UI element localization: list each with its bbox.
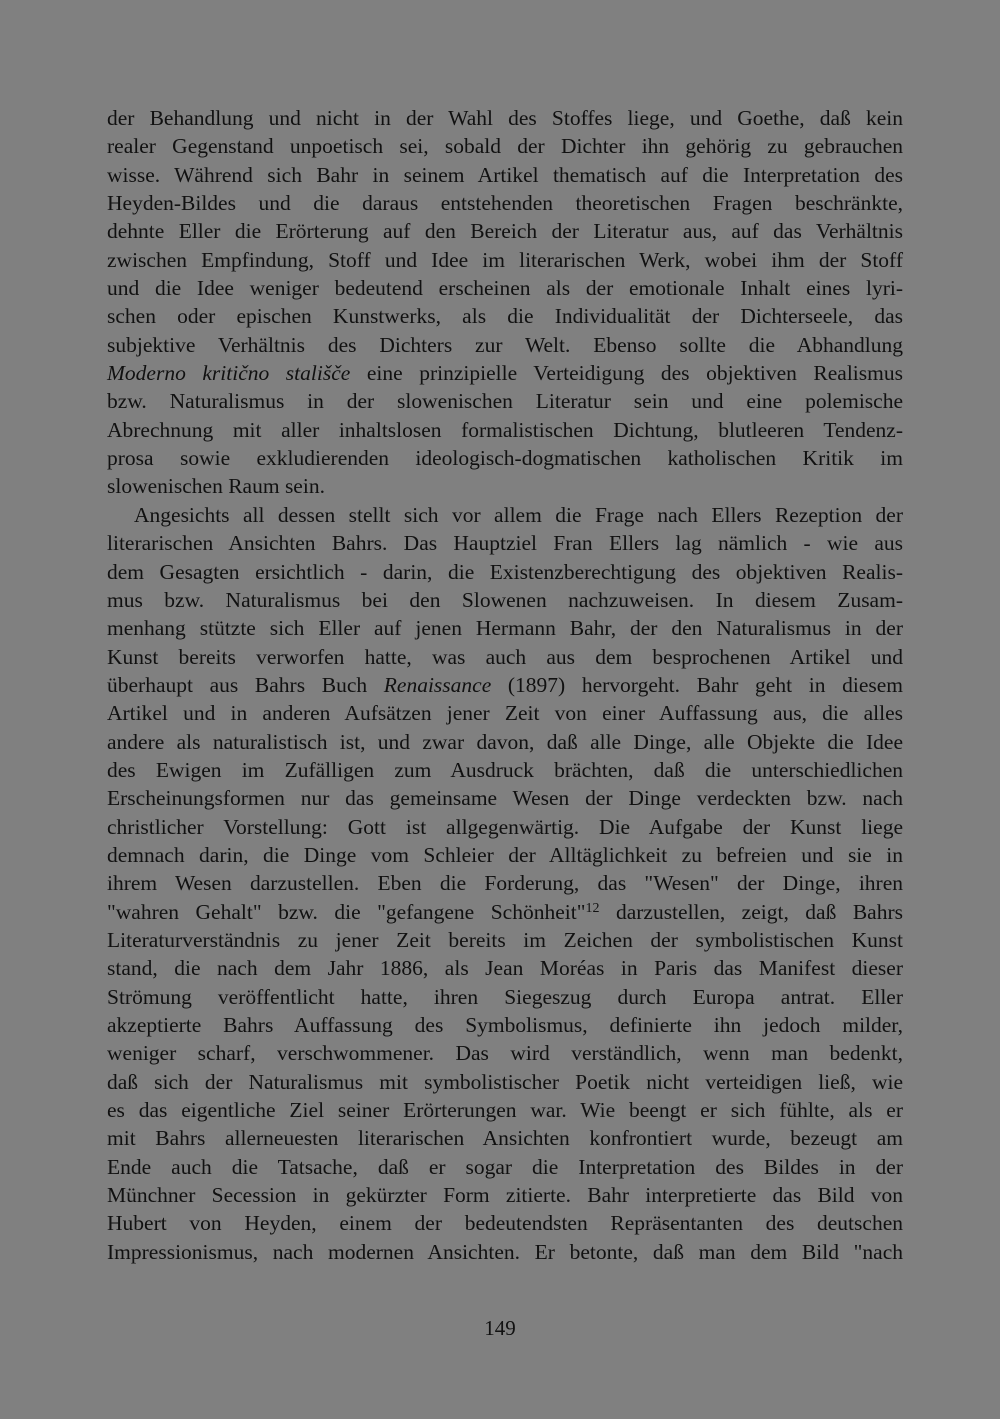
footnote-reference: 12 <box>585 900 600 916</box>
text-line: dem Gesagten ersichtlich - darin, die Existenzberechtigung des objektiven Realis- <box>107 559 903 584</box>
text-line: akzeptierte Bahrs Auffassung des Symbolismus, definierte ihn jedoch milder, <box>107 1013 903 1037</box>
text-line: dehnte Eller die Erörterung auf den Bereich der Literatur aus, auf das Verhältnis <box>107 219 903 244</box>
text-line: andere als naturalistisch ist, und zwar davon, daß alle Dinge, alle Objekte die Idee <box>107 729 903 754</box>
text-line <box>107 359 903 387</box>
text-line <box>107 898 903 926</box>
text-line: bzw. Naturalismus in der slowenischen Literatur sein und eine polemische <box>107 389 903 414</box>
text-line: Literaturverständnis zu jener Zeit bereits im Zeichen der symbolistischen Kunst <box>107 927 903 952</box>
text-line: slowenischen Raum sein. <box>107 474 325 499</box>
text-fragment: eine prinzipielle Verteidigung des objektiven Realismus <box>350 361 903 386</box>
text-line: schen oder epischen Kunstwerks, als die Individualität der Dichterseele, das <box>107 304 903 329</box>
text-line: Ende auch die Tatsache, daß er sogar die Interpretation des Bildes in der <box>107 1154 903 1179</box>
text-line: wisse. Während sich Bahr in seinem Artikel thematisch auf die Interpretation des <box>107 162 903 187</box>
text-line: der Behandlung und nicht in der Wahl des Stoffes liege, und Goethe, daß kein <box>107 106 903 130</box>
book-title: Renaissance <box>383 672 492 697</box>
text-line: Heyden-Bildes und die daraus entstehenden theoretischen Fragen beschränkte, <box>107 191 903 216</box>
text-fragment: "wahren Gehalt" bzw. die "gefangene Schönheit" <box>107 899 586 924</box>
text-line: Impressionismus, nach modernen Ansichten. Er betonte, daß man dem Bild "nach <box>107 1239 903 1264</box>
text-line: stand, die nach dem Jahr 1886, als Jean Moréas in Paris das Manifest dieser <box>107 956 903 981</box>
text-line: menhang stützte sich Eller auf jenen Hermann Bahr, der den Naturalismus in der <box>107 616 903 641</box>
text-line: es das eigentliche Ziel seiner Erörterungen war. Wie beengt er sich fühlte, als er <box>107 1098 903 1123</box>
text-fragment: (1897) hervorgeht. Bahr geht in diesem <box>491 672 903 697</box>
text-line: subjektive Verhältnis des Dichters zur Welt. Ebenso sollte die Abhandlung <box>107 332 903 357</box>
text-line: weniger scharf, verschwommener. Das wird verständlich, wenn man bedenkt, <box>107 1041 903 1066</box>
text-fragment: darzustellen, zeigt, daß Bahrs <box>599 899 903 924</box>
text-line: Münchner Secession in gekürzter Form zitierte. Bahr interpretierte das Bild von <box>107 1183 903 1208</box>
text-line: Artikel und in anderen Aufsätzen jener Zeit von einer Auffassung aus, die alles <box>107 701 903 726</box>
text-fragment: überhaupt aus Bahrs Buch <box>107 672 384 697</box>
text-line: literarischen Ansichten Bahrs. Das Hauptziel Fran Ellers lag nämlich - wie aus <box>107 531 903 556</box>
page-number: 149 <box>484 1316 516 1340</box>
text-line: mit Bahrs allerneuesten literarischen Ansichten konfrontiert wurde, bezeugt am <box>107 1126 903 1151</box>
text-line: prosa sowie exkludierenden ideologisch-dogmatischen katholischen Kritik im <box>107 446 903 471</box>
text-line: Angesichts all dessen stellt sich vor allem die Frage nach Ellers Rezeption der <box>134 502 903 527</box>
text-line: Abrechnung mit aller inhaltslosen formalistischen Dichtung, blutleeren Tendenz- <box>107 417 903 442</box>
text-line: Kunst bereits verworfen hatte, was auch aus dem besprochenen Artikel und <box>107 644 903 669</box>
body-text <box>107 104 903 1266</box>
text-line: mus bzw. Naturalismus bei den Slowenen nachzuweisen. In diesem Zusam- <box>107 587 903 612</box>
text-line: und die Idee weniger bedeutend erscheinen als der emotionale Inhalt eines lyri- <box>107 276 903 301</box>
text-line: Erscheinungsformen nur das gemeinsame Wesen der Dinge verdeckten bzw. nach <box>107 786 903 811</box>
paragraph-1 <box>107 104 903 501</box>
text-line: Hubert von Heyden, einem der bedeutendsten Repräsentanten des deutschen <box>107 1211 903 1236</box>
text-line: christlicher Vorstellung: Gott ist allgegenwärtig. Die Aufgabe der Kunst liege <box>107 814 903 839</box>
text-line: des Ewigen im Zufälligen zum Ausdruck brächten, daß die unterschiedlichen <box>107 757 903 782</box>
text-line: demnach darin, die Dinge vom Schleier der Alltäglichkeit zu befreien und sie in <box>107 842 903 867</box>
text-line: realer Gegenstand unpoetisch sei, sobald der Dichter ihn gehörig zu gebrauchen <box>107 134 903 159</box>
text-line: daß sich der Naturalismus mit symbolistischer Poetik nicht verteidigen ließ, wie <box>107 1069 903 1094</box>
work-title: Moderno kritično stališče <box>107 361 351 386</box>
text-line: ihrem Wesen darzustellen. Eben die Forderung, das "Wesen" der Dinge, ihren <box>107 871 903 896</box>
text-line: Strömung veröffentlicht hatte, ihren Siegeszug durch Europa antrat. Eller <box>107 984 903 1009</box>
paragraph-2 <box>107 501 903 1266</box>
text-line: zwischen Empfindung, Stoff und Idee im literarischen Werk, wobei ihm der Stoff <box>107 247 903 272</box>
text-line <box>107 671 903 699</box>
